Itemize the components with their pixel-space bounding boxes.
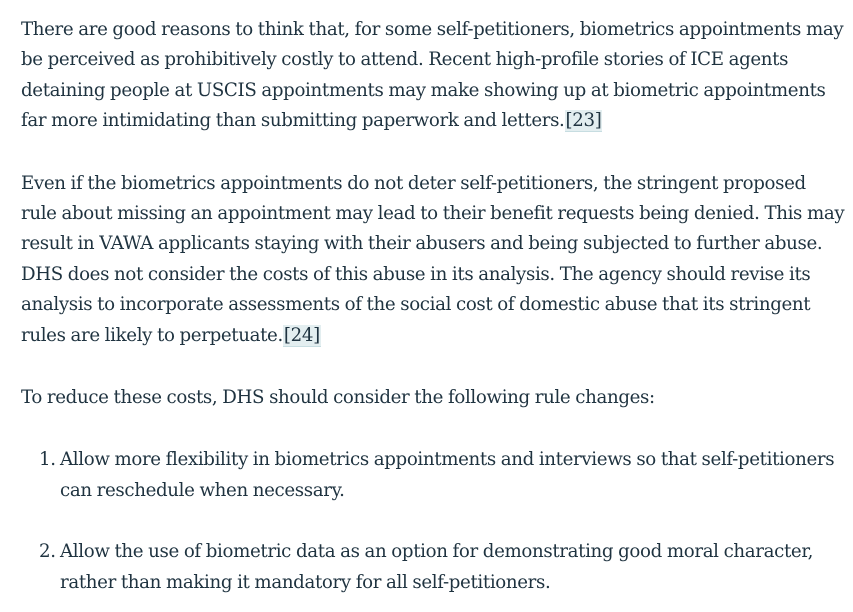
list-item-number: 1. — [39, 449, 56, 471]
footnote-link-23[interactable]: [23] — [565, 110, 602, 132]
list-item — [39, 445, 846, 506]
paragraph-rule-changes-intro: To reduce these costs, DHS should consider the following rule changes: — [21, 387, 655, 409]
list-item-text: Allow the use of biometric data as an option for demonstrating good moral character, rather than making it mandatory for all self-petitioners. — [60, 541, 814, 593]
list-item-text: Allow more flexibility in biometrics appointments and interviews so that self-petitioners can reschedule when necessary. — [60, 449, 835, 501]
paragraph-text: Even if the biometrics appointments do not deter self-petitioners, the stringent proposed rule about missing an appointment may lead to their benefit requests being denied. This may result in VAWA applicants staying with their abusers and being subjected to further abuse. DHS does not consider the costs of this abuse in its analysis. The agency should revise its analysis to incorporate assessments of the social cost of domestic abuse that its stringent rules are likely to perpetuate. — [21, 172, 845, 346]
article-body — [21, 15, 846, 598]
paragraph-biometrics-cost — [21, 15, 846, 137]
list-item — [39, 537, 846, 598]
paragraph-text: There are good reasons to think that, for some self-petitioners, biometrics appointments may be perceived as prohibitively costly to attend. Recent high-profile stories of ICE agents detaining people at USCIS appointments may make showing up at biometric appointments far more intimidating than submitting paperwork and letters. — [21, 19, 844, 132]
list-item-number: 2. — [39, 541, 56, 563]
rule-changes-list — [21, 445, 846, 598]
paragraph-missed-appointment — [21, 169, 846, 351]
footnote-link-24[interactable]: [24] — [283, 324, 320, 346]
